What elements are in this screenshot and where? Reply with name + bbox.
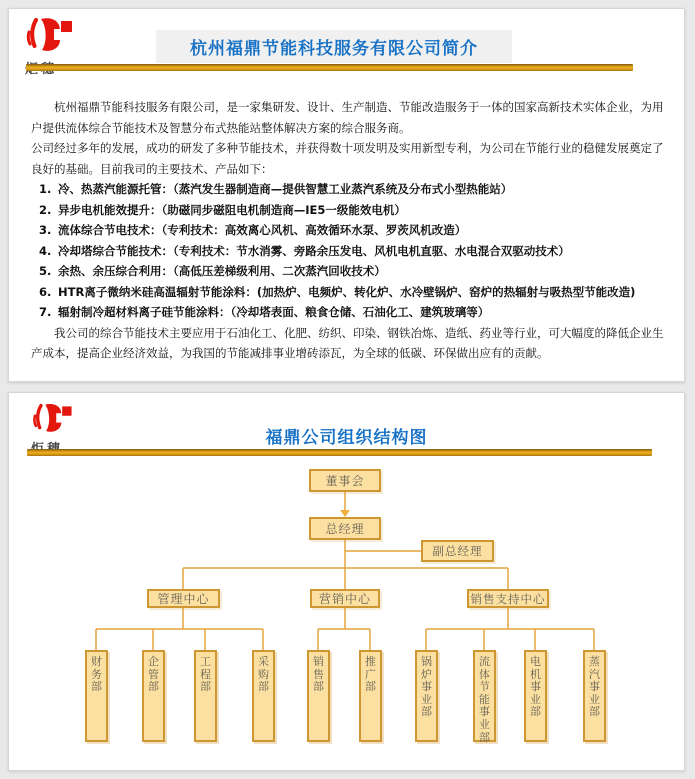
document-body: [31, 97, 667, 364]
closing-paragraph: 我公司的综合节能技术主要应用于石油化工、化肥、纺织、印染、钢铁冶炼、造纸、药业等行业，可大幅度的降低企业生产成本，提高企业经济效益，为我国的节能减排事业增砖添瓦，为全球的低碳、环保做出应有的贡献。: [31, 325, 664, 360]
product-item: [31, 179, 667, 200]
product-item: [31, 220, 667, 241]
org-node-general-manager: 总经理: [309, 517, 381, 540]
product-text: 异步电机能效提升：（助磁同步磁阻电机制造商—IE5一级能效电机）: [58, 202, 406, 217]
intro-paragraph-1: 杭州福鼎节能科技服务有限公司，是一家集研发、设计、生产制造、节能改造服务于一体的国家高新技术实体企业，为用户提供流体综合节能技术及智慧分布式热能站整体解决方案的综合服务商。: [31, 100, 664, 135]
product-number: 6.: [39, 284, 52, 299]
product-number: 7.: [39, 305, 52, 319]
product-item: [31, 282, 667, 303]
gold-divider: [26, 64, 633, 71]
org-node-sales-support-center: 销售支持中心: [467, 589, 549, 608]
product-text: 余热、余压综合利用：（高低压差梯级利用、二次蒸汽回收技术）: [58, 264, 386, 278]
product-number: 4.: [39, 243, 52, 258]
product-item: [31, 261, 667, 282]
org-chart-page: [8, 392, 685, 771]
arrowhead-down: [340, 510, 350, 517]
org-node-engineering-dept: 工程部: [194, 650, 217, 742]
product-number: 1.: [39, 182, 52, 196]
org-node-steam-division: 蒸汽事业部: [583, 650, 606, 742]
org-node-management-center: 管理中心: [147, 589, 220, 608]
product-number: 3.: [39, 223, 52, 237]
product-item: [31, 241, 667, 262]
intro-paragraph-2: 公司经过多年的发展，成功的研发了多种节能技术，并获得数十项发明及实用新型专利，为公司在节能行业的稳健发展奠定了良好的基础。目前我司的主要技术、产品如下：: [31, 141, 664, 176]
product-item: [31, 302, 667, 323]
intro-page: [8, 8, 685, 382]
product-number: 2.: [39, 202, 52, 217]
product-number: 5.: [39, 264, 52, 278]
product-list: [31, 179, 667, 323]
product-text: 冷、热蒸汽能源托管：（蒸汽发生器制造商—提供智慧工业蒸汽系统及分布式小型热能站）: [58, 182, 513, 196]
page-title-intro: 杭州福鼎节能科技服务有限公司简介: [156, 30, 512, 63]
org-node-board: 董事会: [309, 469, 381, 492]
org-node-motor-division: 电机事业部: [524, 650, 547, 742]
org-node-boiler-division: 锅炉事业部: [415, 650, 438, 742]
org-node-procurement-dept: 采购部: [252, 650, 275, 742]
org-node-promotion-dept: 推广部: [359, 650, 382, 742]
product-text: HTR离子微纳米硅高温辐射节能涂料：(加热炉、电频炉、转化炉、水冷壁锅炉、窑炉的热辐射与吸热型节能改造): [58, 284, 636, 299]
org-node-marketing-center: 营销中心: [310, 589, 380, 608]
org-node-deputy-general-manager: 副总经理: [421, 540, 494, 562]
org-node-fluid-energy-division: 流体节能事业部: [473, 650, 496, 742]
org-chart: [9, 393, 686, 772]
product-item: [31, 200, 667, 221]
product-text: 冷却塔综合节能技术：（专利技术：节水消雾、旁路余压发电、风机电机直驱、水电混合双驱动技术）: [58, 243, 570, 258]
flame-icon: [25, 17, 73, 57]
product-text: 辐射制冷超材料离子硅节能涂料：（冷却塔表面、粮食仓储、石油化工、建筑玻璃等）: [58, 305, 490, 319]
product-text: 流体综合节电技术：（专利技术：高效离心风机、高效循环水泵、罗茨风机改造）: [58, 223, 467, 237]
org-node-sales-dept: 销售部: [307, 650, 330, 742]
page-title-org: 福鼎公司组织结构图: [265, 428, 428, 448]
org-node-finance-dept: 财务部: [85, 650, 108, 742]
org-node-enterprise-mgmt-dept: 企管部: [142, 650, 165, 742]
